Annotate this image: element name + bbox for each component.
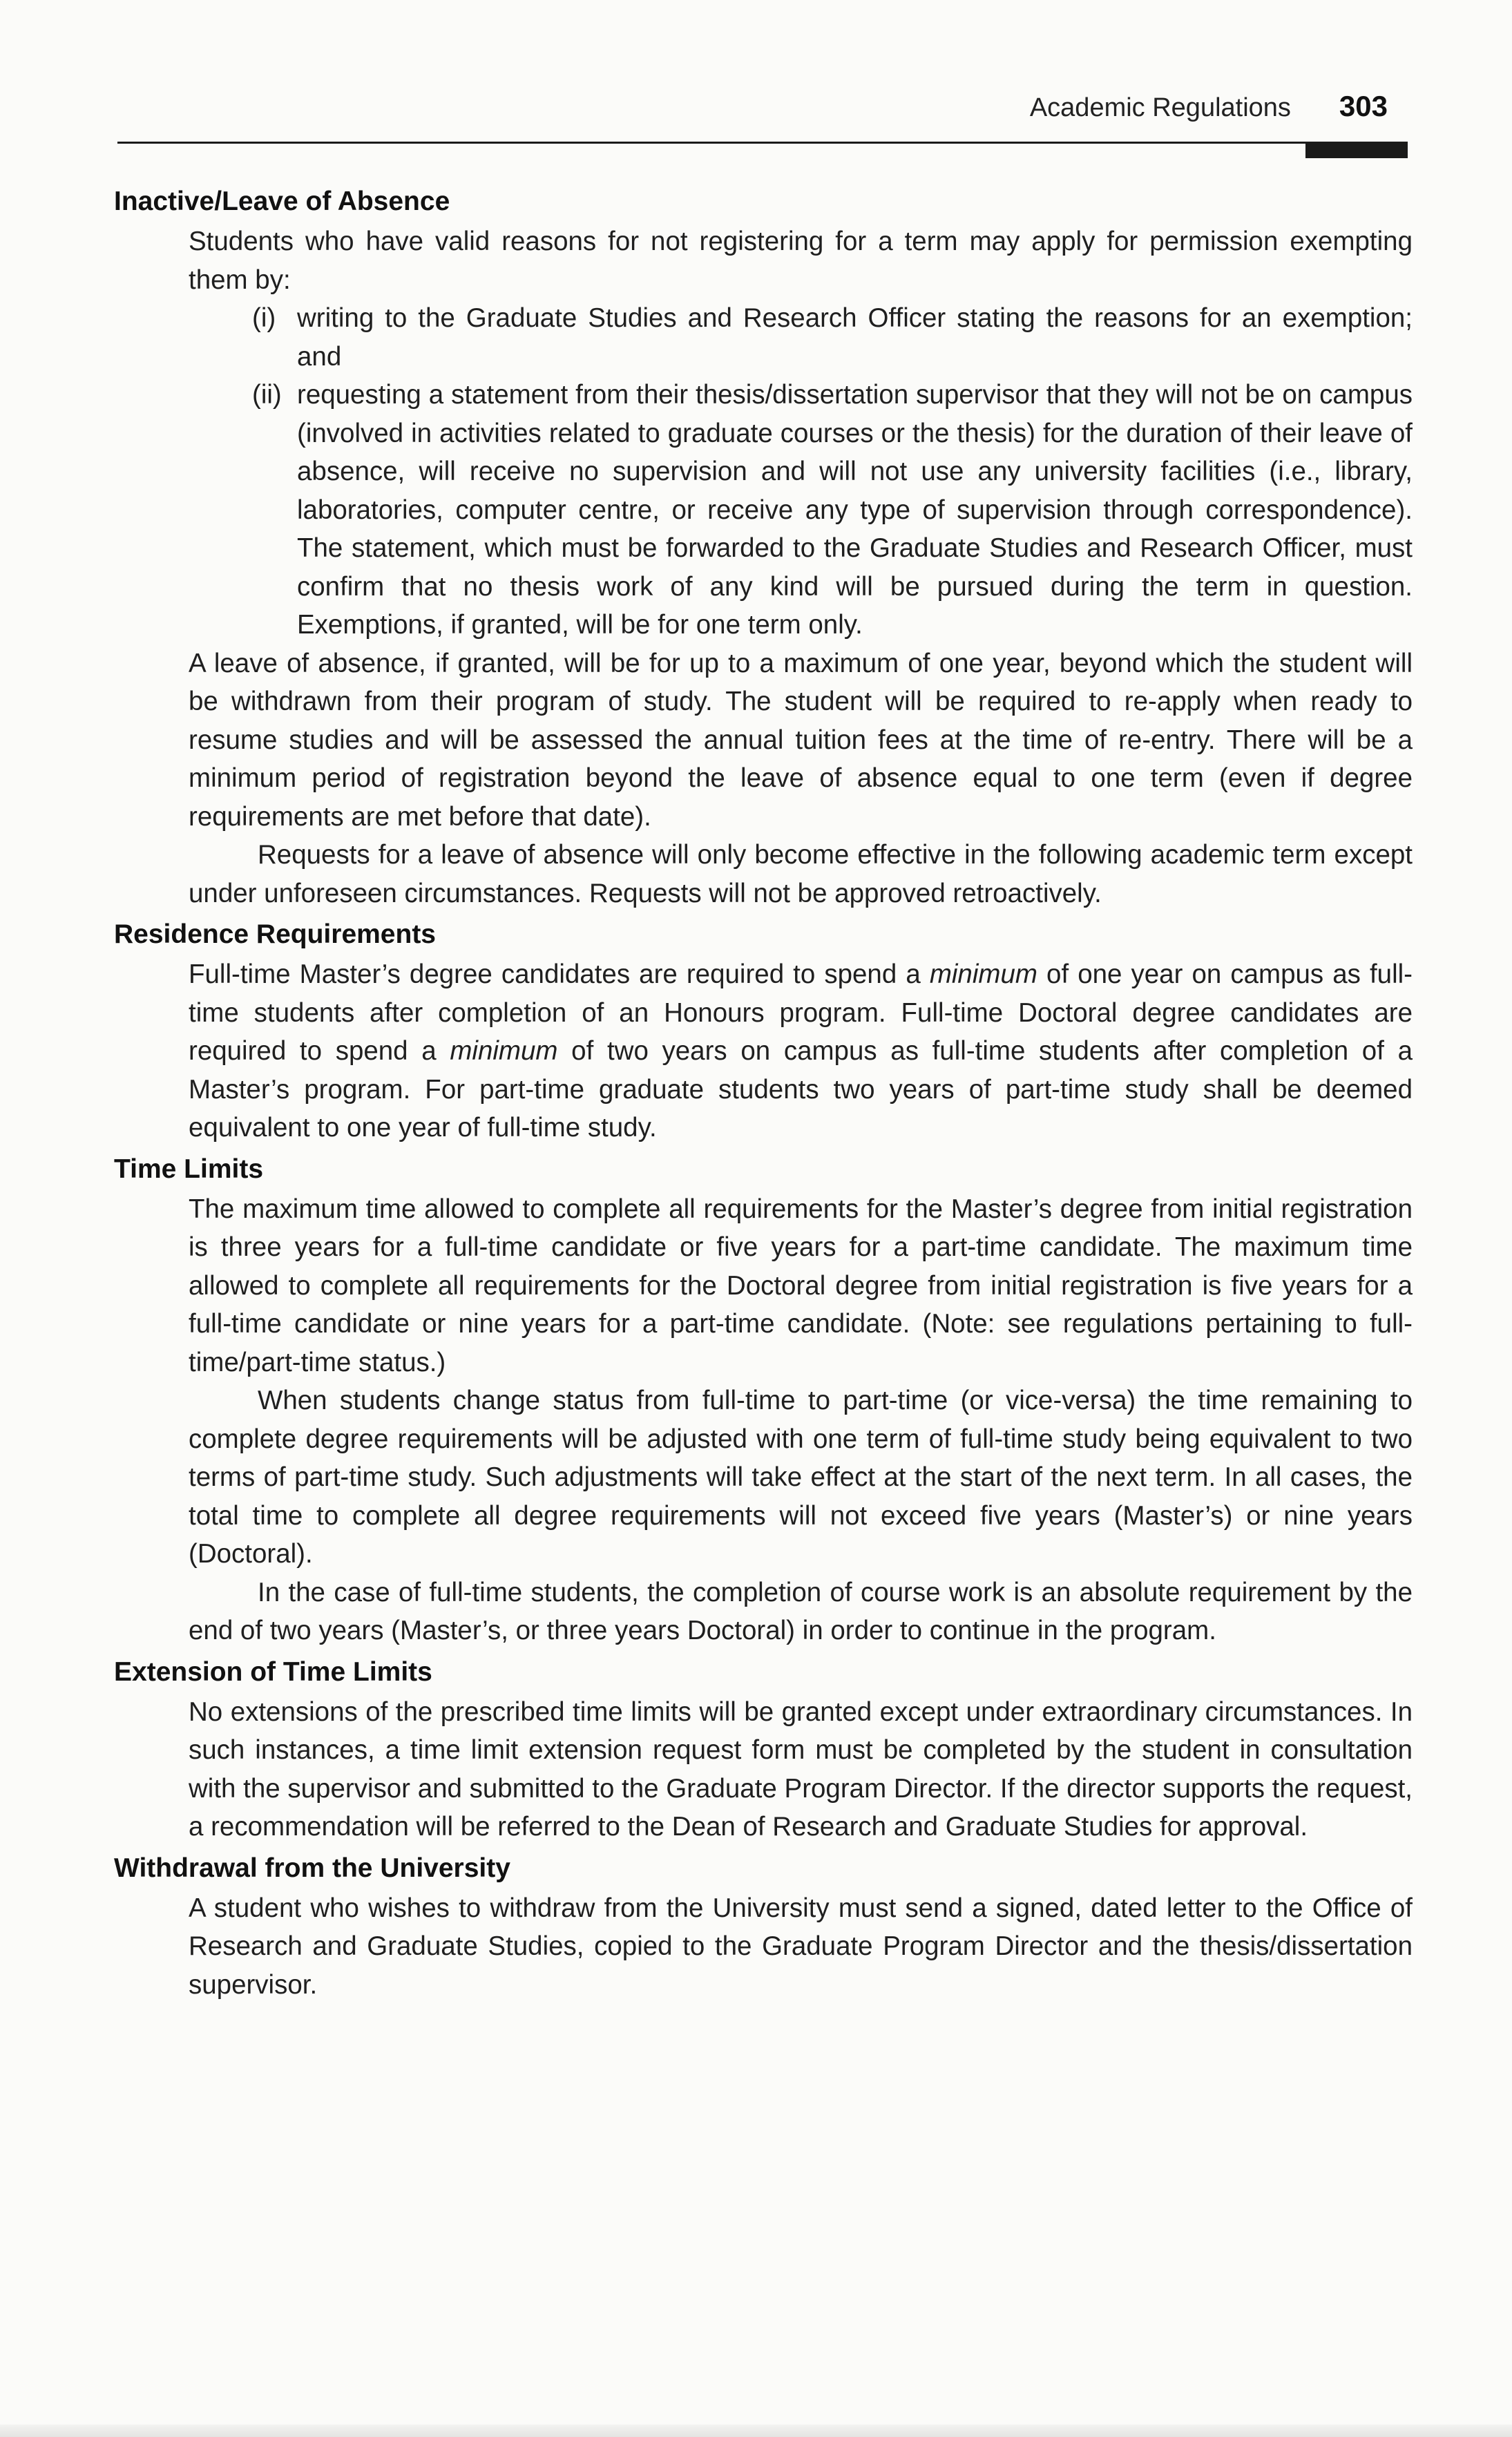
section-residence-requirements (114, 914, 1413, 1147)
running-head (1030, 90, 1388, 123)
paragraph: No extensions of the prescribed time limits will be granted except under extraordinary circumstances. In such instances, a time limit extension request form must be completed by the student in consultation with the supervisor and submitted to the Graduate Program Director. If the director supports the request, a recommendation will be referred to the Dean of Research and Graduate Studies for approval. (189, 1697, 1413, 1842)
text-run: of one year on campus as full-time students after completion of an Honours program. Full-time Doctoral degree candidates are required to spend a (189, 959, 1413, 1066)
paragraph: A leave of absence, if granted, will be for up to a maximum of one year, beyond which the student will be withdrawn from their program of study. The student will be required to re-apply when ready to resume studies and will be assessed the annual tuition fees at the time of re-entry. There will be a minimum period of registration beyond the leave of absence equal to one term (even if degree requirements are met before that date). (189, 648, 1413, 832)
section-heading: Withdrawal from the University (114, 1853, 510, 1883)
list-item (252, 376, 1413, 644)
header-rule (117, 142, 1402, 144)
section-time-limits (114, 1149, 1413, 1650)
text-run: Full-time Master’s degree candidates are required to spend a (189, 959, 930, 989)
paragraph (189, 955, 1413, 1147)
section-heading: Extension of Time Limits (114, 1656, 432, 1687)
section-extension-of-time-limits (114, 1652, 1413, 1846)
list-item-text: writing to the Graduate Studies and Research Officer stating the reasons for an exemption; and (297, 303, 1413, 372)
list-item-text: requesting a statement from their thesis/dissertation supervisor that they will not be on campus (involved in activities related to graduate courses or the thesis) for the duration of their leave of absence, will receive no supervision and will not use any university facilities (i.e., library, laboratories, computer centre, or receive any type of supervision through correspondence). The statement, which must be forwarded to the Graduate Studies and Research Officer, must confirm that no thesis work of any kind will be pursued during the term in question. Exemptions, if granted, will be for one term only. (297, 380, 1413, 640)
paragraph: In the case of full-time students, the completion of course work is an absolute requirement by the end of two years (Master’s, or three years Doctoral) in order to continue in the program. (189, 1577, 1413, 1645)
section-heading: Time Limits (114, 1154, 264, 1184)
list-item-number: (ii) (252, 380, 282, 410)
paragraph: A student who wishes to withdraw from the University must send a signed, dated letter to the Office of Research and Graduate Studies, copied to the Graduate Program Director and the thesis/dissertation supervisor. (189, 1893, 1413, 2000)
section-heading: Residence Requirements (114, 919, 437, 949)
paragraph: Students who have valid reasons for not registering for a term may apply for permission exempting them by: (189, 227, 1413, 295)
section-withdrawal (114, 1848, 1413, 2005)
list-item-number: (i) (252, 303, 276, 333)
section-leave-of-absence (114, 181, 1413, 912)
page-number: 303 (1339, 90, 1388, 122)
paragraph: Requests for a leave of absence will only become effective in the following academic term except under unforeseen circumstances. Requests will not be approved retroactively. (189, 840, 1413, 908)
text-run: of two years on campus as full-time students after completion of a Master’s program. For part-time graduate students two years of part-time study shall be deemed equivalent to one year of full-time study. (189, 1036, 1413, 1143)
list-item (252, 299, 1413, 376)
running-title: Academic Regulations (1029, 93, 1291, 122)
paragraph: When students change status from full-time to part-time (or vice-versa) the time remaining to complete degree requirements will be adjusted with one term of full-time study being equivalent to two terms of part-time study. Such adjustments will take effect at the start of the next term. In all cases, the total time to complete all degree requirements will not exceed five years (Master’s) or nine years (Doctoral). (189, 1386, 1413, 1569)
page-edge-shadow (0, 2425, 1512, 2437)
section-heading: Inactive/Leave of Absence (114, 187, 450, 216)
emphasis: minimum (450, 1036, 558, 1066)
header-rule-tab (1305, 142, 1408, 158)
emphasis: minimum (929, 959, 1037, 989)
paragraph: The maximum time allowed to complete all requirements for the Master’s degree from initial registration is three years for a full-time candidate or five years for a part-time candidate. The maximum time allowed to complete all requirements for the Doctoral degree from initial registration is five years for a full-time candidate or nine years for a part-time candidate. (Note: see regulations pertaining to full-time/part-time status.) (189, 1194, 1413, 1377)
page-body (114, 181, 1413, 2005)
